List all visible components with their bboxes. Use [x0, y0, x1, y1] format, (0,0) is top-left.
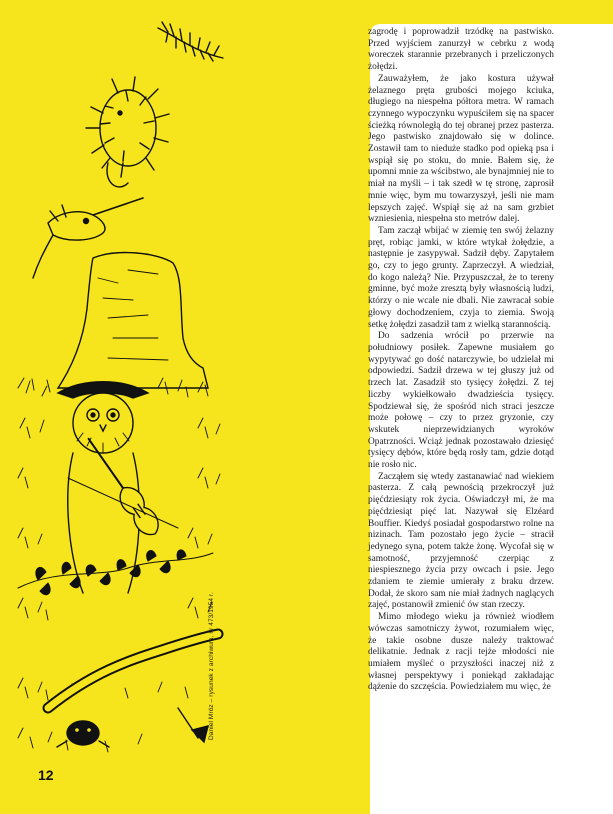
leafy-vine [18, 550, 213, 595]
article-paragraph: Do sadzenia wrócił po przerwie na południowy posiłek. Zapewne musiałem go wypytywać go dość natarczywie, bo udzielał mi odpowiedzi. Sadził drzewa w tej głuszy już od trzech lat. Zasadził sto tysięcy żołędzi. Z tej liczby wykiełkowało dwadzieścia tysięcy. Spodziewał się, że spośród nich straci jeszcze może połowę – czy to przez gryzonie, czy wskutek nieprzewidzianych wyroków Opatrzności. Wciąż jednak pozostawało dziesięć tysięcy dębów, które będą rosły tam, gdzie dotąd nie rosło nic. [368, 331, 554, 471]
small-mole [57, 721, 109, 747]
pen-and-ink-illustration [8, 8, 228, 763]
article-paragraph: Tam zaczął wbijać w ziemię ten swój żelazny pręt, robiąc jamki, w które wtykał żołędzie, a następnie je zasypywał. Sadził dęby. Zapytałem go, czy to jego grunty. Zaprzeczył. A wiedział, do kogo należą? Nie. Przypuszczał, że to tereny gminne, być może zresztą były własnością ludzi, którzy o nie wcale nie dbali. Nie zawracał sobie głowy dochodzeniem, czyja to ziemia. Swoją setkę żołędzi zasadził tam z wielką starannością. [368, 225, 554, 330]
illustration-caption: Daniel Mróz – rysunek z archiwum, nr 473/1954 r. [208, 592, 215, 740]
article-text-column [368, 27, 554, 694]
long-snake [48, 634, 218, 708]
article-paragraph: Zauważyłem, że jako kostura używał żelaznego pręta grubości mojego kciuka, długiego na niespełna półtora metra. W ramach czynnego wypoczynku wypuściłem się na spacer ścieżką równoległą do tej obranej przez pasterza. Jego pastwisko znajdowało się w dolince. Zostawił tam to nieduże stadko pod opieką psa i wspiął się po stoku, do mnie. Bałem się, że upomni mnie za wścibstwo, ale bynajmniej nie to miał na myśli – i tak szedł w tę stronę, zaprosił mnie więc, bym mu towarzyszył, jeśli nie mam lepszych zajęć. Wspiął się aż na sam grzbiet wzniesienia, niespełna sto metrów dalej. [368, 73, 554, 225]
spiky-creature [86, 77, 169, 187]
article-paragraph: zagrodę i poprowadził trzódkę na pastwisko. Przed wyjściem zanurzył w cebrku z wodą woreczek starannie przebranych i przeliczonych żołędzi. [368, 27, 554, 73]
spade-tool [178, 708, 208, 742]
owl-with-hat [58, 382, 148, 593]
hill [58, 253, 208, 388]
article-paragraph: Mimo młodego wieku ja również wiodłem wówczas samotniczy żywot, rozumiałem więc, że takie osobne dusze należy traktować delikatnie. Jednak z racji tejże młodości nie umiałem myśleć o przyszłości inaczej niż z własnej perspektywy i poniekąd zakładając dążenie do szczęścia. Powiedziałem mu więc, że [368, 612, 554, 693]
article-paragraph: Zacząłem się wtedy zastanawiać nad wiekiem pasterza. Z całą pewnością przekroczył już pięćdziesiąty rok życia. Oświadczył mi, że ma pięćdziesiąt pięć lat. Nazywał się Elzéard Bouffier. Kiedyś posiadał gospodarstwo rolne na nizinach. Tam pozostało jego życie – stracił jedynego syna, potem także żonę. Wycofał się w samotność, przyjemność czerpiąc z niespiesznego życia przy owcach i psie. Jego zdaniem te ziemie umierały z braku drzew. Dodał, że skoro sam nie miał żadnych naglących zajęć, postanowił zmienić ów stan rzeczy. [368, 471, 554, 611]
page-number: 12 [38, 767, 54, 783]
illustration-drawing [8, 8, 228, 763]
violin-bow [68, 478, 178, 528]
